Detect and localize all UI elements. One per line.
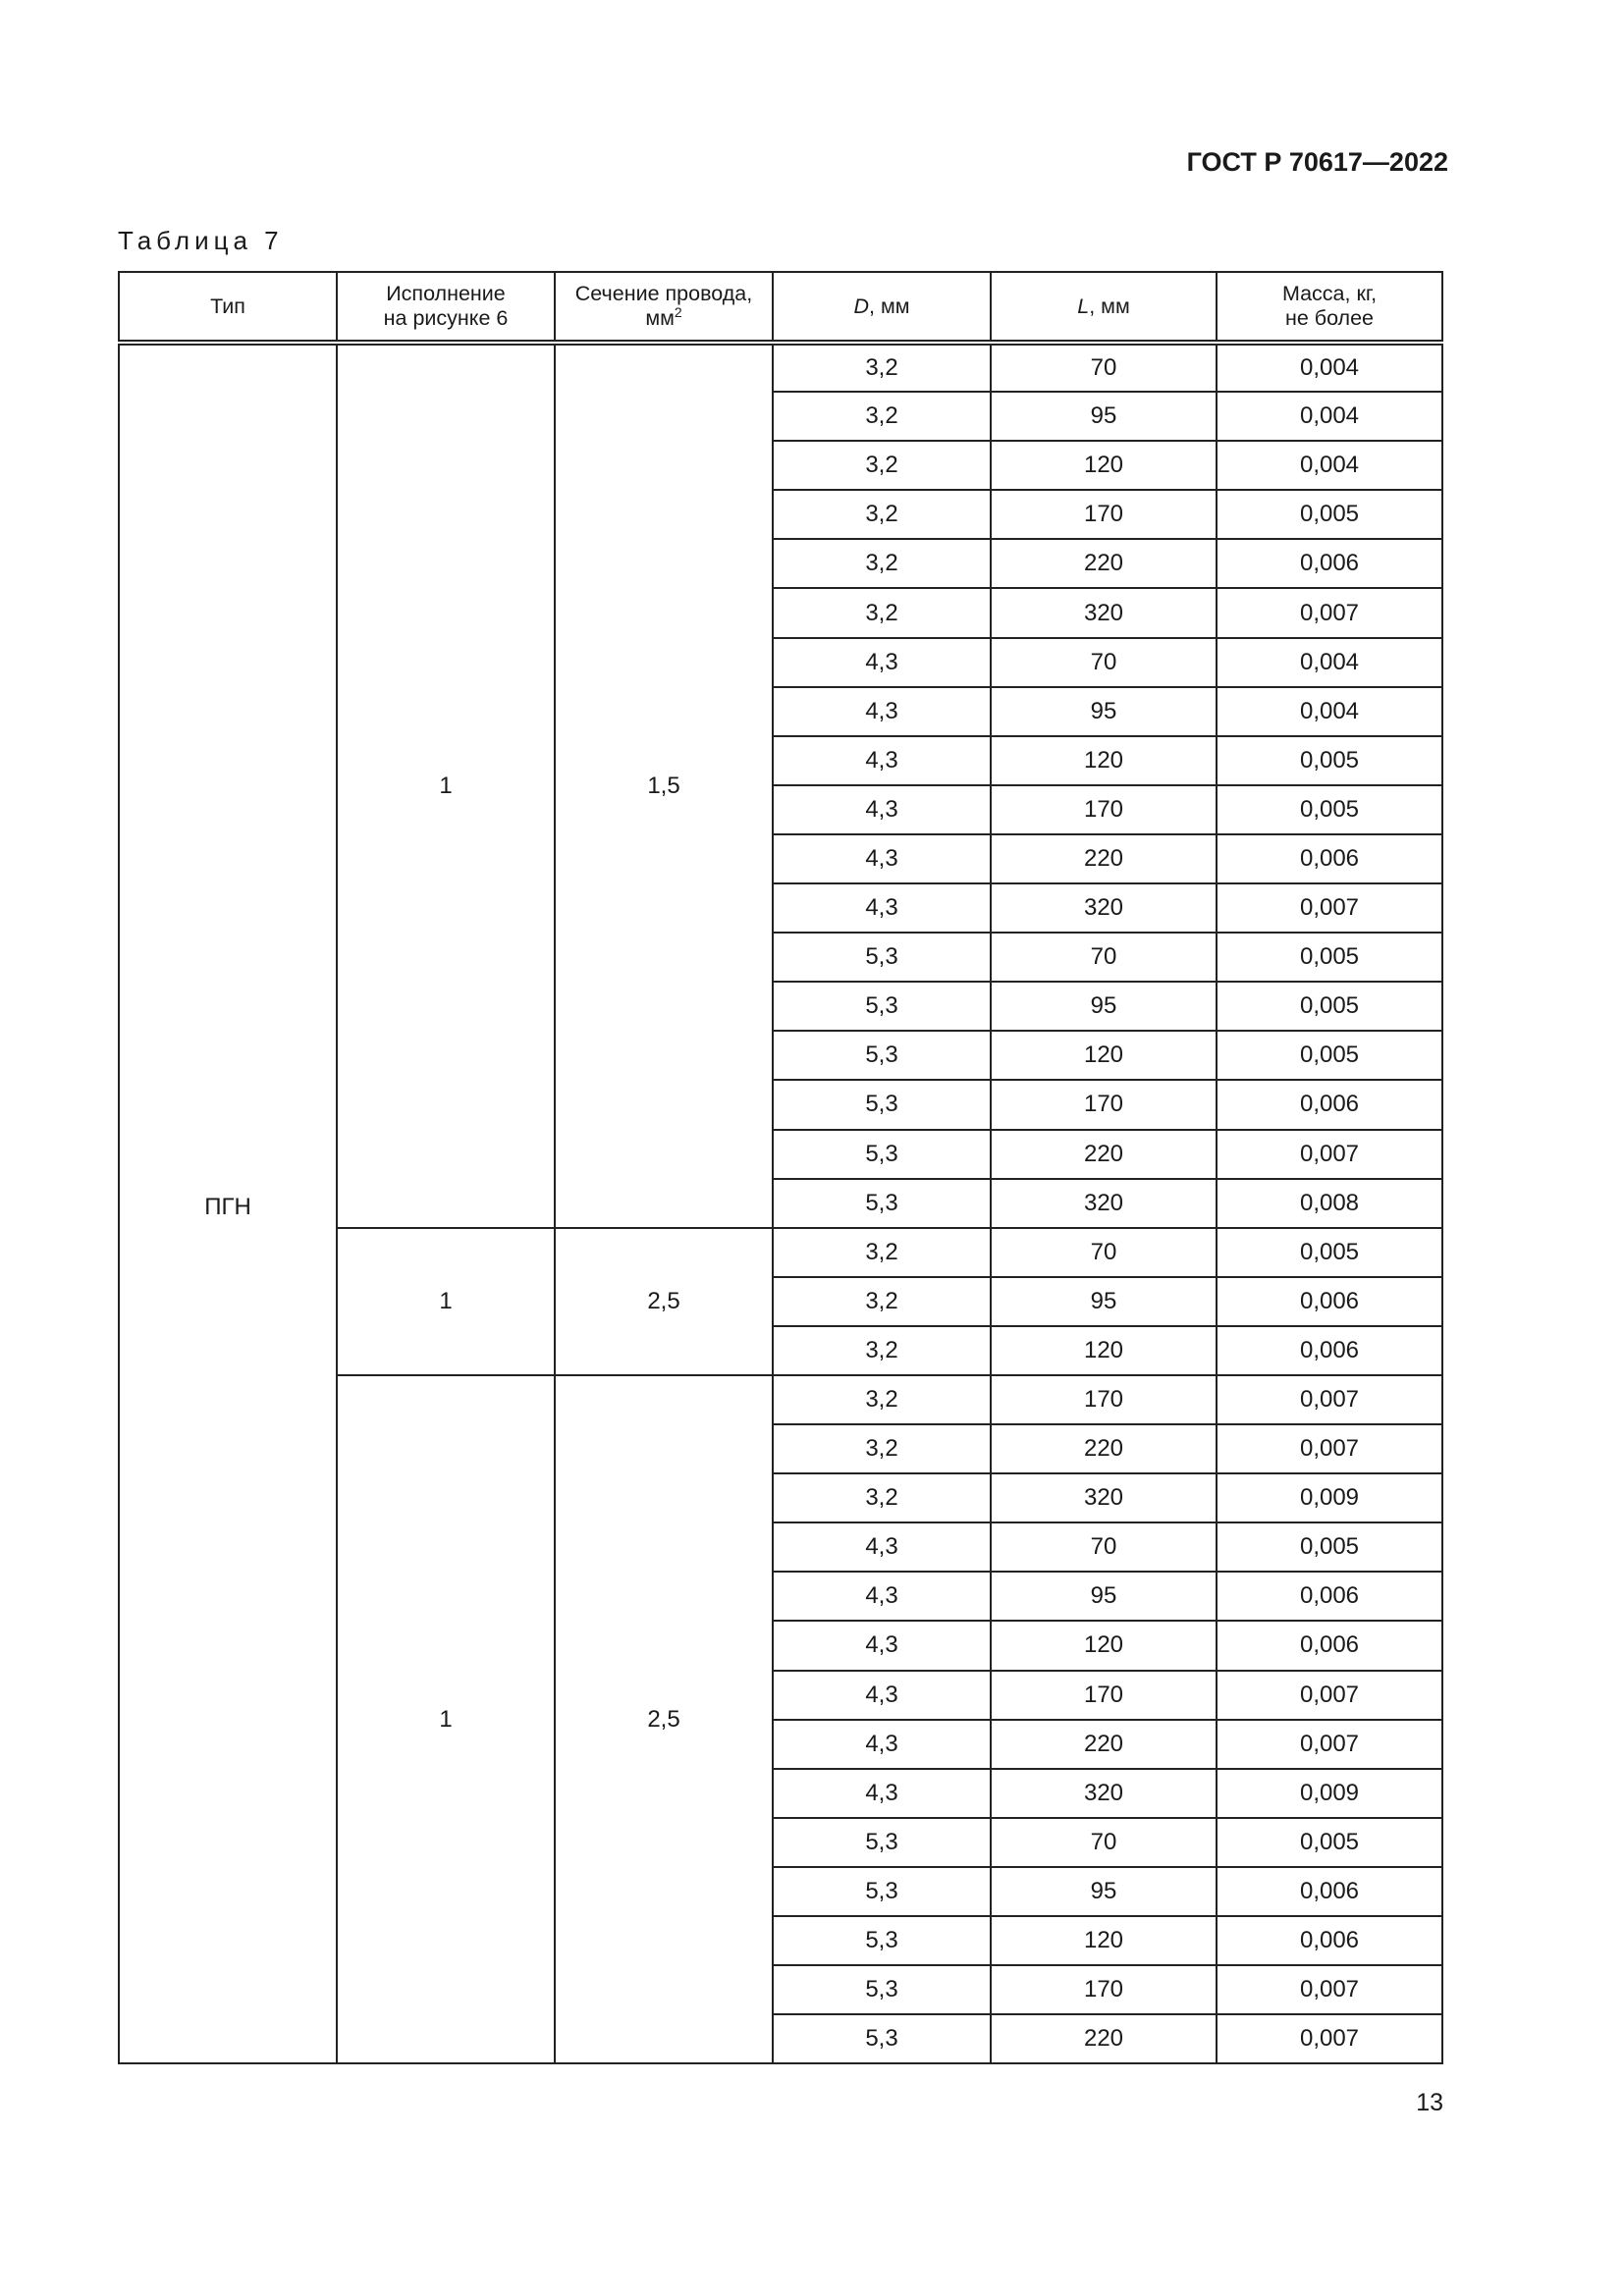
cell-length: 170 xyxy=(991,1965,1217,2014)
cell-mass: 0,006 xyxy=(1217,1867,1442,1916)
cell-diameter: 5,3 xyxy=(773,1031,991,1080)
cell-diameter: 5,3 xyxy=(773,1916,991,1965)
cell-diameter: 5,3 xyxy=(773,982,991,1031)
cell-mass: 0,005 xyxy=(1217,1031,1442,1080)
cell-variant: 1 xyxy=(337,343,555,1228)
cell-length: 120 xyxy=(991,1916,1217,1965)
cell-diameter: 5,3 xyxy=(773,1965,991,2014)
cell-diameter: 3,2 xyxy=(773,1228,991,1277)
data-table xyxy=(118,271,1443,2064)
cell-length: 320 xyxy=(991,1179,1217,1228)
cell-length: 170 xyxy=(991,1080,1217,1129)
cell-diameter: 4,3 xyxy=(773,1522,991,1572)
cell-mass: 0,007 xyxy=(1217,1965,1442,2014)
cell-mass: 0,006 xyxy=(1217,539,1442,588)
cell-diameter: 4,3 xyxy=(773,883,991,933)
cell-diameter: 5,3 xyxy=(773,1867,991,1916)
cell-diameter: 4,3 xyxy=(773,1572,991,1621)
cell-diameter: 5,3 xyxy=(773,1130,991,1179)
cell-diameter: 5,3 xyxy=(773,1179,991,1228)
cell-length: 320 xyxy=(991,588,1217,637)
cell-length: 95 xyxy=(991,392,1217,441)
cell-length: 70 xyxy=(991,933,1217,982)
cell-mass: 0,007 xyxy=(1217,1130,1442,1179)
cell-diameter: 5,3 xyxy=(773,933,991,982)
document-code: ГОСТ Р 70617—2022 xyxy=(1186,147,1448,177)
cell-mass: 0,006 xyxy=(1217,1621,1442,1670)
cell-mass: 0,007 xyxy=(1217,1424,1442,1473)
cell-length: 95 xyxy=(991,1867,1217,1916)
cell-diameter: 4,3 xyxy=(773,785,991,834)
cell-mass: 0,005 xyxy=(1217,1228,1442,1277)
cell-section: 2,5 xyxy=(555,1375,773,2063)
cell-mass: 0,006 xyxy=(1217,834,1442,883)
header-length: L, мм xyxy=(991,272,1217,343)
cell-mass: 0,009 xyxy=(1217,1769,1442,1818)
cell-diameter: 4,3 xyxy=(773,687,991,736)
header-row xyxy=(119,272,1442,343)
cell-diameter: 3,2 xyxy=(773,1473,991,1522)
cell-length: 170 xyxy=(991,490,1217,539)
cell-diameter: 4,3 xyxy=(773,1671,991,1720)
cell-diameter: 5,3 xyxy=(773,1080,991,1129)
cell-diameter: 3,2 xyxy=(773,588,991,637)
cell-mass: 0,005 xyxy=(1217,1522,1442,1572)
cell-section: 1,5 xyxy=(555,343,773,1228)
cell-diameter: 4,3 xyxy=(773,1720,991,1769)
cell-length: 220 xyxy=(991,2014,1217,2063)
cell-length: 70 xyxy=(991,343,1217,392)
cell-length: 95 xyxy=(991,1572,1217,1621)
cell-length: 70 xyxy=(991,638,1217,687)
cell-length: 320 xyxy=(991,1473,1217,1522)
cell-mass: 0,005 xyxy=(1217,490,1442,539)
cell-length: 220 xyxy=(991,834,1217,883)
cell-length: 95 xyxy=(991,687,1217,736)
cell-mass: 0,005 xyxy=(1217,1818,1442,1867)
cell-mass: 0,007 xyxy=(1217,2014,1442,2063)
cell-diameter: 3,2 xyxy=(773,441,991,490)
cell-variant: 1 xyxy=(337,1228,555,1375)
cell-section: 2,5 xyxy=(555,1228,773,1375)
table-row xyxy=(119,343,1442,392)
cell-diameter: 3,2 xyxy=(773,1375,991,1424)
cell-mass: 0,004 xyxy=(1217,392,1442,441)
cell-length: 120 xyxy=(991,441,1217,490)
cell-diameter: 4,3 xyxy=(773,736,991,785)
cell-mass: 0,006 xyxy=(1217,1572,1442,1621)
cell-mass: 0,005 xyxy=(1217,736,1442,785)
table-body xyxy=(119,343,1442,2063)
cell-mass: 0,006 xyxy=(1217,1916,1442,1965)
cell-length: 95 xyxy=(991,982,1217,1031)
cell-mass: 0,004 xyxy=(1217,638,1442,687)
cell-mass: 0,006 xyxy=(1217,1326,1442,1375)
cell-length: 320 xyxy=(991,1769,1217,1818)
cell-length: 220 xyxy=(991,1424,1217,1473)
cell-diameter: 3,2 xyxy=(773,343,991,392)
table-caption: Таблица 7 xyxy=(118,226,284,255)
cell-length: 120 xyxy=(991,1326,1217,1375)
cell-length: 220 xyxy=(991,1720,1217,1769)
cell-mass: 0,004 xyxy=(1217,687,1442,736)
cell-diameter: 3,2 xyxy=(773,1424,991,1473)
cell-mass: 0,006 xyxy=(1217,1080,1442,1129)
cell-length: 120 xyxy=(991,1621,1217,1670)
cell-diameter: 5,3 xyxy=(773,2014,991,2063)
cell-mass: 0,009 xyxy=(1217,1473,1442,1522)
cell-diameter: 3,2 xyxy=(773,1277,991,1326)
cell-diameter: 3,2 xyxy=(773,392,991,441)
cell-mass: 0,007 xyxy=(1217,883,1442,933)
cell-length: 320 xyxy=(991,883,1217,933)
cell-diameter: 5,3 xyxy=(773,1818,991,1867)
page-number: 13 xyxy=(1416,2089,1443,2116)
cell-variant: 1 xyxy=(337,1375,555,2063)
cell-diameter: 3,2 xyxy=(773,490,991,539)
cell-length: 220 xyxy=(991,1130,1217,1179)
cell-mass: 0,006 xyxy=(1217,1277,1442,1326)
cell-mass: 0,007 xyxy=(1217,588,1442,637)
cell-diameter: 4,3 xyxy=(773,1769,991,1818)
cell-length: 120 xyxy=(991,1031,1217,1080)
cell-length: 170 xyxy=(991,785,1217,834)
cell-length: 95 xyxy=(991,1277,1217,1326)
cell-mass: 0,007 xyxy=(1217,1720,1442,1769)
header-variant: Исполнение на рисунке 6 xyxy=(337,272,555,343)
cell-diameter: 3,2 xyxy=(773,1326,991,1375)
cell-mass: 0,004 xyxy=(1217,441,1442,490)
cell-length: 170 xyxy=(991,1375,1217,1424)
cell-diameter: 4,3 xyxy=(773,834,991,883)
header-type: Тип xyxy=(119,272,337,343)
cell-mass: 0,005 xyxy=(1217,933,1442,982)
cell-diameter: 4,3 xyxy=(773,638,991,687)
cell-diameter: 3,2 xyxy=(773,539,991,588)
cell-length: 170 xyxy=(991,1671,1217,1720)
cell-mass: 0,007 xyxy=(1217,1375,1442,1424)
cell-diameter: 4,3 xyxy=(773,1621,991,1670)
header-mass: Масса, кг, не более xyxy=(1217,272,1442,343)
cell-length: 220 xyxy=(991,539,1217,588)
cell-mass: 0,005 xyxy=(1217,785,1442,834)
cell-type: ПГН xyxy=(119,343,337,2063)
cell-length: 120 xyxy=(991,736,1217,785)
cell-length: 70 xyxy=(991,1228,1217,1277)
cell-length: 70 xyxy=(991,1522,1217,1572)
cell-length: 70 xyxy=(991,1818,1217,1867)
cell-mass: 0,008 xyxy=(1217,1179,1442,1228)
cell-mass: 0,004 xyxy=(1217,343,1442,392)
cell-mass: 0,005 xyxy=(1217,982,1442,1031)
header-section: Сечение провода, $мм^2$ xyxy=(555,272,773,343)
cell-mass: 0,007 xyxy=(1217,1671,1442,1720)
header-diameter: D, мм xyxy=(773,272,991,343)
